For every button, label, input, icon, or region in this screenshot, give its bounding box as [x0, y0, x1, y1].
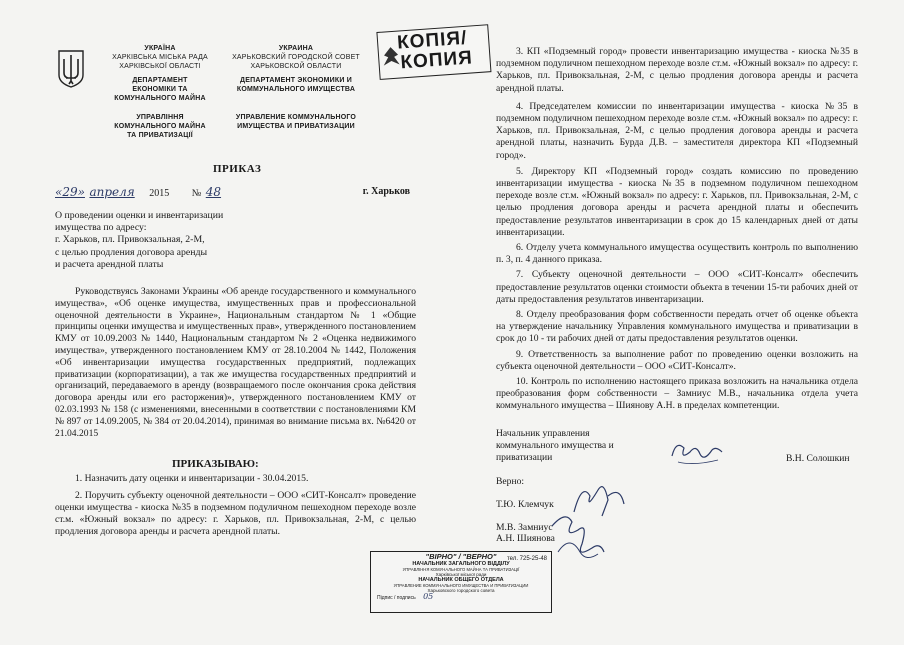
ua-mgmt-line2: КОМУНАЛЬНОГО МАЙНА [114, 123, 206, 130]
ru-dept-line1: ДЕПАРТАМЕНТ ЭКОНОМИКИ И [240, 77, 352, 84]
ua-header [95, 44, 225, 140]
eagle-icon [379, 44, 403, 73]
order-item-6: 6. Отделу учета коммунального имущества осуществить контроль по выполнению п. 3, п. 4 данного приказа. [496, 242, 858, 266]
stamp-sign-date: 05 [423, 592, 434, 601]
signatory-name: В.Н. Солошкин [786, 453, 850, 464]
stamp-line-3: УПРАВЛІННЯ КОМУНАЛЬНОГО МАЙНА ТА ПРИВАТИЗАЦІЇ [402, 567, 520, 572]
order-item-3: 3. КП «Подземный город» провести инвентаризацию имущества - киоска №35 в подземном подуличном пешеходном переходе возле ст.м. «Южный вокзал» по адресу: г. Харьков, пл. Привокзальная, 2-М, с целью продления договора аренды и расчета арендной платы. [496, 46, 858, 94]
copy-stamp-line2: КОПИЯ [399, 47, 474, 74]
stamp-line-1: "ВІРНО" / "ВЕРНО" [425, 552, 497, 561]
order-heading: ПРИКАЗЫВАЮ: [172, 458, 259, 470]
subject-line: и расчета арендной платы [55, 258, 164, 270]
verno-label: Верно: [496, 476, 525, 487]
signatory-position [496, 428, 696, 465]
ua-dept-line2: ЕКОНОМІКИ ТА [132, 86, 188, 93]
order-number: 48 [205, 185, 222, 199]
verno-name-1: Т.Ю. Клемчук [496, 499, 554, 510]
ru-dept-line2: КОММУНАЛЬНОГО ИМУЩЕСТВА [236, 86, 356, 93]
ua-mgmt-line3: ТА ПРИВАТИЗАЦІЇ [127, 132, 193, 139]
ua-country: УКРАЇНА [144, 45, 176, 52]
verno-name-2: М.В. Замниус [496, 522, 553, 533]
position-line: Начальник управления [496, 428, 590, 439]
ua-dept-line3: КОМУНАЛЬНОГО МАЙНА [114, 95, 206, 102]
position-line: коммунального имущества и [496, 440, 614, 452]
ua-council: ХАРКІВСЬКА МІСЬКА РАДА [112, 54, 208, 61]
right-column [496, 46, 858, 413]
ru-region: ХАРЬКОВСКОЙ ОБЛАСТИ [250, 63, 342, 70]
order-year: 2015 [149, 188, 170, 199]
order-item-5: 5. Директору КП «Подземный город» создать комиссию по проведению инвентаризации имущества - киоска №35 в подземном подуличном пешеходном переходе возле ст.м. «Южный вокзал» по адресу: г. Харьков, пл. Привокзальная, 2-М, с целью продления договора аренды и расчета арендной платы и обеспечить предоставление результатов инвентаризации в срок до 15 календарных дней от даты инвентаризации. [496, 165, 858, 238]
order-date-day: «29» [55, 185, 85, 199]
order-city: г. Харьков [362, 186, 410, 197]
emblem-trident-icon [57, 49, 85, 89]
order-item-10: 10. Контроль по исполнению настоящего приказа возложить на начальника отдела преобразования форм собственности – Замниус М.В., начальника отдела учета коммунального имущества – Шиянову А.Н. в пределах компетенции. [496, 376, 858, 412]
subject-line: г. Харьков, пл. Привокзальная, 2-М, [55, 234, 205, 246]
order-item-7: 7. Субъекту оценочной деятельности – ООО «СИТ-Консалт» обеспечить предоставление результатов оценки стоимости объекта в течении 15-ти рабочих дней от даты предоставления результатов инвентаризации. [496, 269, 858, 305]
order-item-1: 1. Назначить дату оценки и инвентаризации - 30.04.2015. [75, 473, 309, 484]
stamp-line-6: УПРАВЛЕНИЕ КОММУНАЛЬНОГО ИМУЩЕСТВА И ПРИВАТИЗАЦИИ [393, 583, 529, 588]
subject-line: с целью продления договора аренды [55, 246, 208, 258]
order-item-4: 4. Председателем комиссии по инвентаризации имущества - киоска №35 в подземном подуличном пешеходном переходе возле ст.м. «Южный вокзал» по адресу: г. Харьков, пл. Привокзальная, 2-М, с целью продления договора аренды и расчета арендной платы, назначить Бурда Д.В. – заместителя директора КП «Подземный город». [496, 100, 858, 161]
ru-council: ХАРЬКОВСКИЙ ГОРОДСКОЙ СОВЕТ [232, 54, 360, 61]
copy-stamp [376, 24, 493, 82]
stamp-line-4: Харківської міської ради [435, 572, 487, 577]
ru-mgmt-line2: ИМУЩЕСТВА И ПРИВАТИЗАЦИИ [237, 123, 355, 130]
copy-stamp-line1: КОПІЯ/ [396, 27, 469, 54]
stamp-sign-label: Підпис / подпись [377, 595, 416, 601]
order-subject [55, 210, 295, 271]
order-date-month: апреля [89, 185, 135, 199]
ua-dept-line1: ДЕПАРТАМЕНТ [132, 77, 188, 84]
ua-region: ХАРКІВСЬКОЇ ОБЛАСТІ [119, 63, 201, 70]
ru-header [226, 44, 366, 131]
subject-line: имущества по адресу: [55, 222, 147, 234]
order-number-sign: № [191, 188, 202, 199]
order-item-8: 8. Отделу преобразования форм собственности передать отчет об оценке объекта на утверждение начальнику Управления коммунального имущества и приватизации в срок до 10 - ти рабочих дней от даты предоставления результатов оценки. [496, 309, 858, 345]
stamp-line-7: Харьковского городского совета [427, 588, 495, 593]
ru-country: УКРАИНА [278, 45, 314, 52]
stamp-line-2: НАЧАЛЬНИК ЗАГАЛЬНОГО ВІДДІЛУ [412, 561, 510, 567]
order-item-2: 2. Поручить субъекту оценочной деятельности – ООО «СИТ-Консалт» проведение оценки имущества - киоска №35 в подземном подуличном пешеходном переходе возле ст.м. «Южный вокзал» по адресу: г. Харьков, пл. Привокзальная, 2-М, с целью продления договора аренды и расчета арендной платы. [55, 490, 416, 537]
zamnius-shiyanova-signatures [548, 508, 608, 571]
order-title: ПРИКАЗ [213, 163, 262, 175]
ua-mgmt-line1: УПРАВЛІННЯ [136, 114, 184, 121]
verno-name-3: А.Н. Шиянова [496, 533, 555, 544]
preamble: Руководствуясь Законами Украины «Об аренде государственного и коммунального имущества», «Об оценке имущества, имущественных прав и профессиональной оценочной деятельности в Украине», Национальным стандартом № 1 «Общие принципы оценки имущества и имущественных прав», утвержденного постановлением КМУ от 10.09.2003 № 1440, Национальным стандартом № 2 «Оценка недвижимого имущества», утвержденного постановлением КМУ от 28.10.2004 № 1442, Положения «Об инвентаризации имущества государственных предприятий, подлежащих приватизации (корпоратизации), а так же имущества государственных предприятий и организаций, передаваемого в аренду (возвращаемого после окончания срока действия договора аренды или его расторжения)», утвержденного постановлением КМУ от 02.03.1993 № 158 (с изменениями, внесенными в соответствии с постановлениями КМ № 897 от 14.09.2005, № 384 от 20.04.2014), принимая во внимание письма вх. №6420 от 21.04.2015 [55, 286, 416, 439]
head-signature [668, 436, 726, 475]
position-line: приватизации [496, 452, 553, 464]
stamp-phone: тел. 725-25-48 [507, 556, 548, 562]
order-date-line [55, 186, 410, 200]
subject-line: О проведении оценки и инвентаризации [55, 210, 224, 221]
order-item-9: 9. Ответственность за выполнение работ по проведению оценки возложить на субъекта оценочной деятельности – ООО «СИТ-Консалт». [496, 348, 858, 372]
ru-mgmt-line1: УПРАВЛЕНИЕ КОММУНАЛЬНОГО [235, 114, 357, 121]
stamp-line-5: НАЧАЛЬНИК ОБЩЕГО ОТДЕЛА [418, 577, 504, 583]
